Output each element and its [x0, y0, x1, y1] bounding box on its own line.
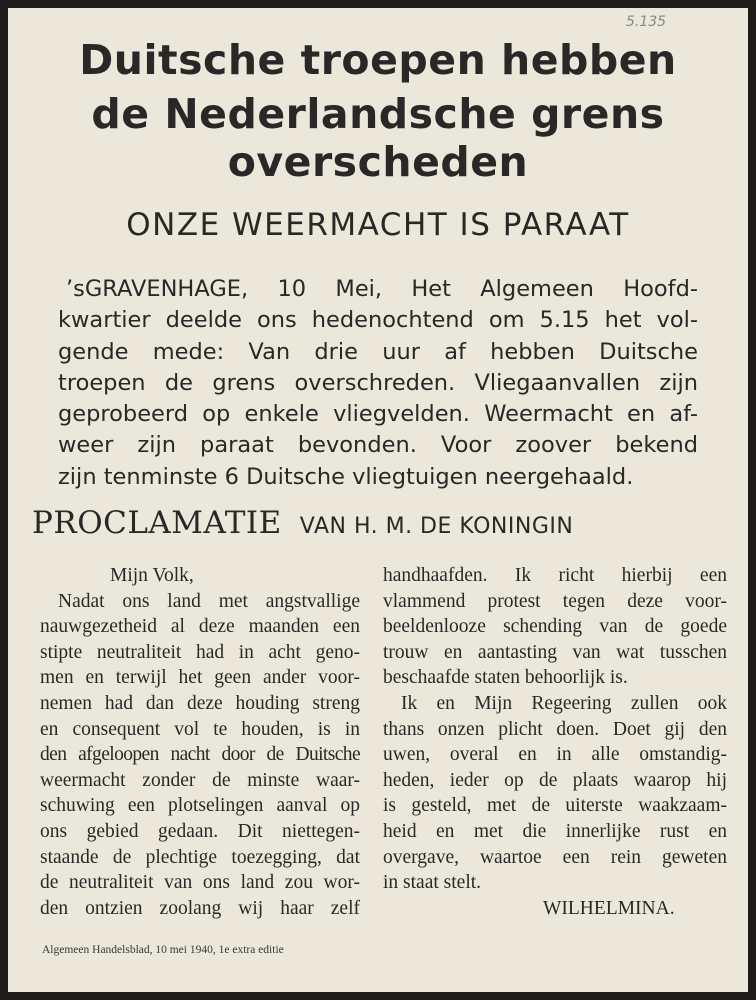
text-line: en consequent vol te houden, is in — [40, 718, 360, 740]
text-line: heid en met die innerlijke rust en — [383, 820, 727, 842]
text-line: uwen, overal en in alle omstandig- — [383, 744, 727, 766]
bulletin-line: zijn tenminste 6 Duitsche vliegtuigen neergehaald. — [58, 463, 634, 490]
text-line: den afgeloopen nacht door de Duitsche — [40, 744, 360, 766]
text-line: de neutraliteit van ons land zou wor- — [40, 872, 360, 894]
text-line: Nadat ons land met angstvallige — [58, 590, 360, 612]
text-line: stipte neutraliteit had in acht geno- — [40, 641, 360, 663]
bulletin-line: gende mede: Van drie uur af hebben Duitsche — [58, 338, 698, 365]
headline-line-3: overscheden — [227, 138, 529, 186]
text-line: staande de plechtige toezegging, dat — [40, 846, 360, 868]
signature: WILHELMINA. — [543, 897, 675, 919]
text-line: beschaafde staten behoorlijk is. — [383, 667, 628, 689]
archive-number-annotation: 5.135 — [626, 14, 667, 30]
text-line: heden, ieder op de plaats waarop hij — [383, 769, 727, 791]
bulletin-line: kwartier deelde ons hedenochtend om 5.15 het vol- — [58, 307, 698, 334]
text-line: Ik en Mijn Regeering zullen ook — [401, 692, 727, 714]
text-line: nemen had dan deze houding streng — [40, 692, 360, 714]
bulletin-paragraph — [58, 274, 698, 493]
proclamation-title: PROCLAMATIE — [32, 505, 282, 541]
source-caption: Algemeen Handelsblad, 10 mei 1940, 1e extra editie — [42, 944, 284, 956]
text-line: vlammend protest tegen deze voor- — [383, 590, 727, 612]
proclamation-right-column — [383, 563, 727, 921]
text-line: is gesteld, met de uiterste waakzaam- — [383, 795, 727, 817]
text-line: den ontzien zoolang wij haar zelf — [40, 897, 360, 919]
bulletin-line: troepen de grens overschreden. Vliegaanvallen zijn — [58, 369, 698, 396]
text-line: in staat stelt. — [383, 872, 482, 894]
text-line: handhaafden. Ik richt hierbij een — [383, 565, 727, 586]
text-line: schuwing een plotselingen aanval op — [40, 795, 360, 817]
salutation: Mijn Volk, — [110, 565, 194, 586]
text-line: thans onzen plicht doen. Doet gij den — [383, 718, 727, 740]
subheadline: ONZE WEERMACHT IS PARAAT — [126, 207, 630, 243]
text-line: overgave, waartoe een rein geweten — [383, 846, 727, 868]
bulletin-line: weer zijn paraat bevonden. Voor zoover bekend — [58, 432, 698, 459]
proclamation-left-column — [40, 563, 360, 921]
text-line: beeldenlooze schending van de goede — [383, 616, 727, 638]
proclamation-subtitle: VAN H. M. DE KONINGIN — [299, 514, 574, 539]
text-line: trouw en aantasting van wat tusschen — [383, 641, 727, 663]
text-line: weermacht zonder de minste waar- — [40, 769, 360, 791]
proclamation-heading — [32, 505, 672, 541]
text-line: nauwgezetheid al deze maanden een — [40, 616, 360, 638]
text-line: ons gebied gedaan. Dit niettegen- — [40, 820, 360, 842]
headline-line-2: de Nederlandsche grens — [91, 90, 665, 138]
bulletin-line: ’sGRAVENHAGE, 10 Mei, Het Algemeen Hoofd- — [66, 276, 698, 302]
text-line: men en terwijl het geen ander voor- — [40, 667, 360, 689]
bulletin-line: geprobeerd op enkele vliegvelden. Weermacht en af- — [58, 401, 698, 428]
headline-line-1: Duitsche troepen hebben — [79, 36, 677, 84]
